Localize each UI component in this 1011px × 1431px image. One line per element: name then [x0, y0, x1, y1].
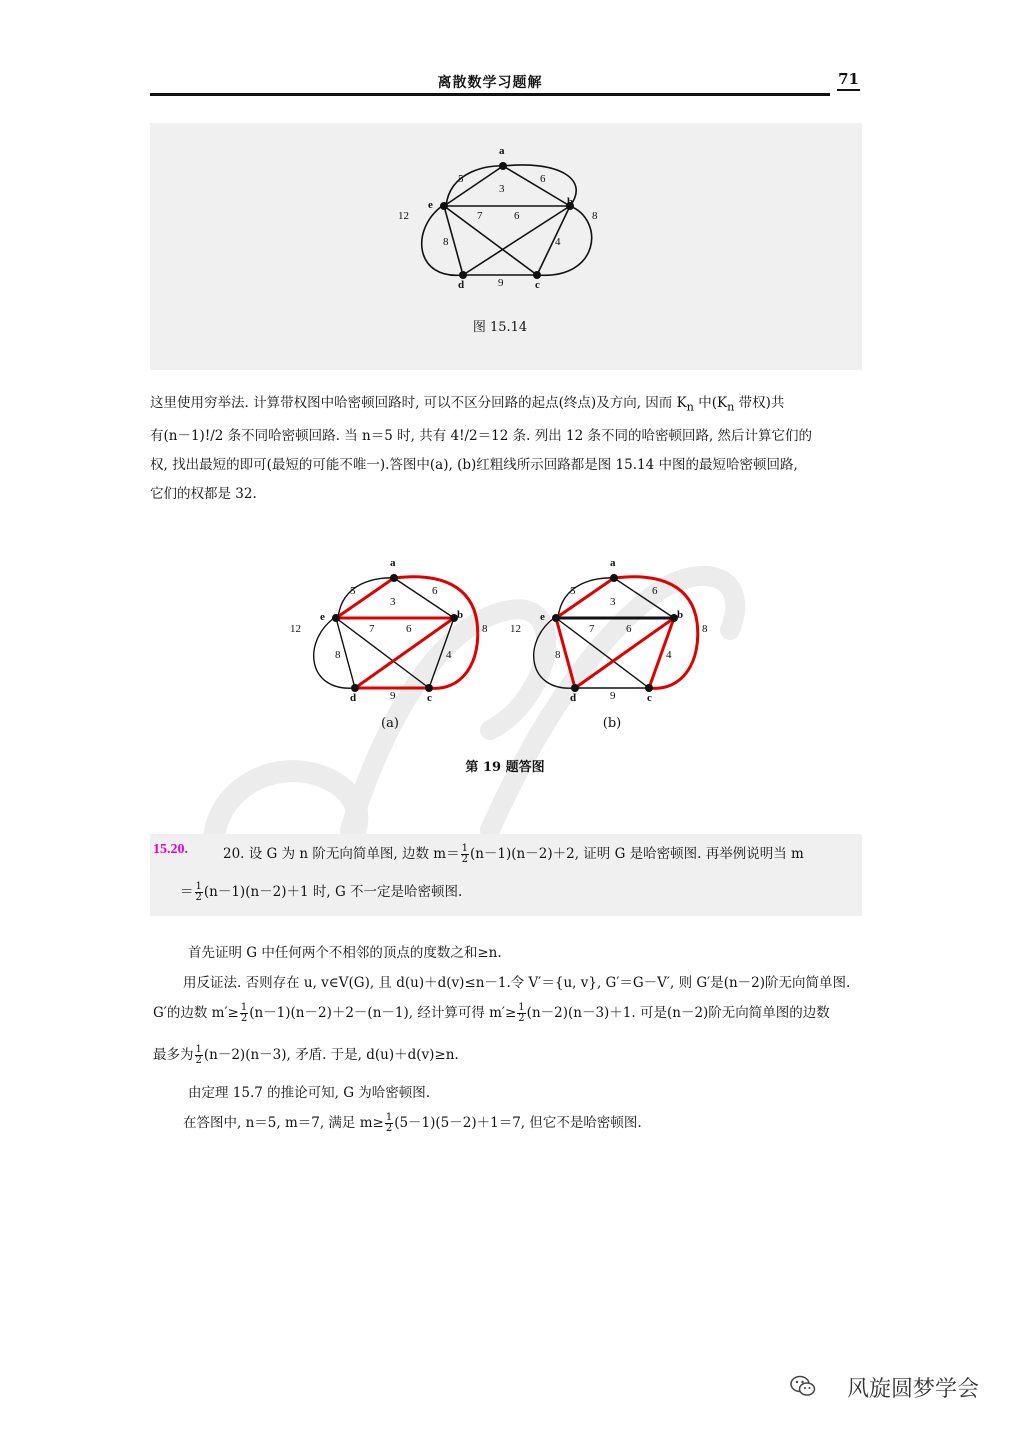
solution-line-3: G′的边数 m′≥ $\frac{1}{2}$ (n－1)(n－2)＋2－(n－1), 经计算可得 m′≥ $\frac{1}{2}$ (n－2)(n－3)＋1. 可是(n－2)阶无向简单图的边数 — [153, 1002, 830, 1024]
solution-line-5: 由定理 15.7 的推论可知, G 为哈密顿图. — [188, 1085, 431, 1101]
svg-text:5: 5 — [570, 585, 576, 597]
fraction-half: $\frac{1}{2}$ — [385, 1112, 393, 1134]
problem-line-2: ＝ $\frac{1}{2}$ (n－1)(n－2)＋1 时, G 不一定是哈密顿图. — [180, 881, 463, 903]
svg-text:b: b — [567, 196, 574, 208]
svg-text:6: 6 — [540, 173, 546, 185]
solution-body — [150, 935, 864, 1135]
svg-text:12: 12 — [510, 623, 521, 635]
svg-text:e: e — [320, 611, 325, 623]
svg-text:4: 4 — [446, 649, 452, 661]
explanation-line-4: 它们的权都是 32. — [150, 485, 257, 502]
svg-text:b: b — [457, 609, 464, 621]
svg-text:6: 6 — [432, 585, 438, 597]
svg-text:9: 9 — [390, 690, 396, 702]
svg-text:8: 8 — [335, 649, 341, 661]
svg-text:8: 8 — [555, 649, 561, 661]
svg-text:5: 5 — [350, 585, 356, 597]
graph-answer-b — [502, 552, 722, 712]
svg-text:6: 6 — [514, 210, 520, 222]
fraction-half: $\frac{1}{2}$ — [195, 881, 202, 903]
graph-figure-15-14 — [390, 140, 630, 295]
svg-text:3: 3 — [610, 596, 616, 608]
svg-text:a: a — [390, 557, 396, 569]
svg-text:7: 7 — [369, 623, 375, 635]
explanation-line-3: 权, 找出最短的即可(最短的可能不唯一).答图中(a), (b)红粗线所示回路都是图 15.14 中图的最短哈密顿回路, — [150, 456, 798, 473]
explanation-line-1: 这里使用穷举法. 计算带权图中哈密顿回路时, 可以不区分回路的起点(终点)及方向, 因而 $K_n$ 中($K_n$ 带权)共 — [150, 395, 785, 414]
svg-text:8: 8 — [443, 236, 449, 248]
svg-text:5: 5 — [458, 173, 464, 185]
svg-text:12: 12 — [290, 623, 301, 635]
answer-sublabel-b: (b) — [602, 716, 622, 731]
solution-line-4: 最多为 $\frac{1}{2}$ (n－2)(n－3), 矛盾. 于是, d(u)＋d(v)≥n. — [153, 1044, 459, 1066]
svg-text:6: 6 — [652, 585, 658, 597]
solution-line-1: 首先证明 G 中任何两个不相邻的顶点的度数之和≥n. — [188, 945, 502, 961]
svg-text:12: 12 — [398, 210, 409, 222]
svg-text:8: 8 — [482, 623, 488, 635]
solution-line-6: 在答图中, n＝5, m＝7, 满足 m≥ $\frac{1}{2}$ (5－1)(5－2)＋1＝7, 但它不是哈密顿图. — [183, 1112, 642, 1134]
fraction-half: $\frac{1}{2}$ — [518, 1002, 525, 1024]
wechat-icon — [790, 1374, 816, 1398]
svg-text:d: d — [350, 692, 357, 704]
answer-figure-caption: 第 19 题答图 — [465, 760, 545, 775]
svg-text:3: 3 — [390, 596, 396, 608]
header-rule — [150, 93, 830, 96]
svg-text:e: e — [428, 199, 433, 211]
graph-answer-a — [282, 552, 502, 712]
svg-text:e: e — [540, 611, 545, 623]
answer-sublabel-a: (a) — [381, 716, 399, 731]
svg-text:a: a — [499, 145, 505, 157]
problem-box — [150, 834, 862, 916]
svg-text:d: d — [458, 279, 465, 291]
problem-number: 15.20. — [153, 842, 188, 857]
svg-text:4: 4 — [555, 236, 561, 248]
svg-text:6: 6 — [406, 623, 412, 635]
svg-text:7: 7 — [589, 623, 595, 635]
watermark-text: 风旋圆梦学会 — [846, 1377, 979, 1402]
page-header — [150, 70, 860, 96]
svg-text:b: b — [677, 609, 684, 621]
svg-text:7: 7 — [477, 210, 483, 222]
svg-text:3: 3 — [499, 183, 505, 195]
figure-caption-15-14: 图 15.14 — [472, 320, 528, 335]
svg-text:9: 9 — [610, 690, 616, 702]
svg-text:a: a — [610, 557, 616, 569]
svg-text:c: c — [535, 279, 540, 291]
svg-text:c: c — [647, 692, 652, 704]
svg-text:8: 8 — [592, 210, 598, 222]
svg-text:d: d — [570, 692, 577, 704]
svg-text:6: 6 — [626, 623, 632, 635]
fraction-half: $\frac{1}{2}$ — [240, 1002, 248, 1024]
problem-line-1: 20. 设 G 为 n 阶无向简单图, 边数 m＝ $\frac{1}{2}$ (n－1)(n－2)＋2, 证明 G 是哈密顿图. 再举例说明当 m — [223, 843, 804, 865]
explanation-line-2: 有(n－1)!/2 条不同哈密顿回路. 当 n＝5 时, 共有 4!/2＝12 条. 列出 12 条不同的哈密顿回路, 然后计算它们的 — [150, 427, 813, 444]
header-title: 离散数学习题解 — [437, 75, 543, 91]
page-number: 71 — [837, 70, 860, 91]
fraction-half: $\frac{1}{2}$ — [195, 1044, 202, 1066]
fraction-half: $\frac{1}{2}$ — [461, 843, 468, 865]
svg-text:9: 9 — [498, 277, 504, 289]
svg-text:8: 8 — [702, 623, 708, 635]
svg-text:c: c — [427, 692, 432, 704]
solution-line-2: 用反证法. 否则存在 u, v∈V(G), 且 d(u)＋d(v)≤n－1.令 V′＝{u, v}, G′＝G－V′, 则 G′是(n－2)阶无向简单图. — [183, 975, 851, 991]
explanation-paragraph — [150, 389, 864, 509]
svg-text:4: 4 — [666, 649, 672, 661]
